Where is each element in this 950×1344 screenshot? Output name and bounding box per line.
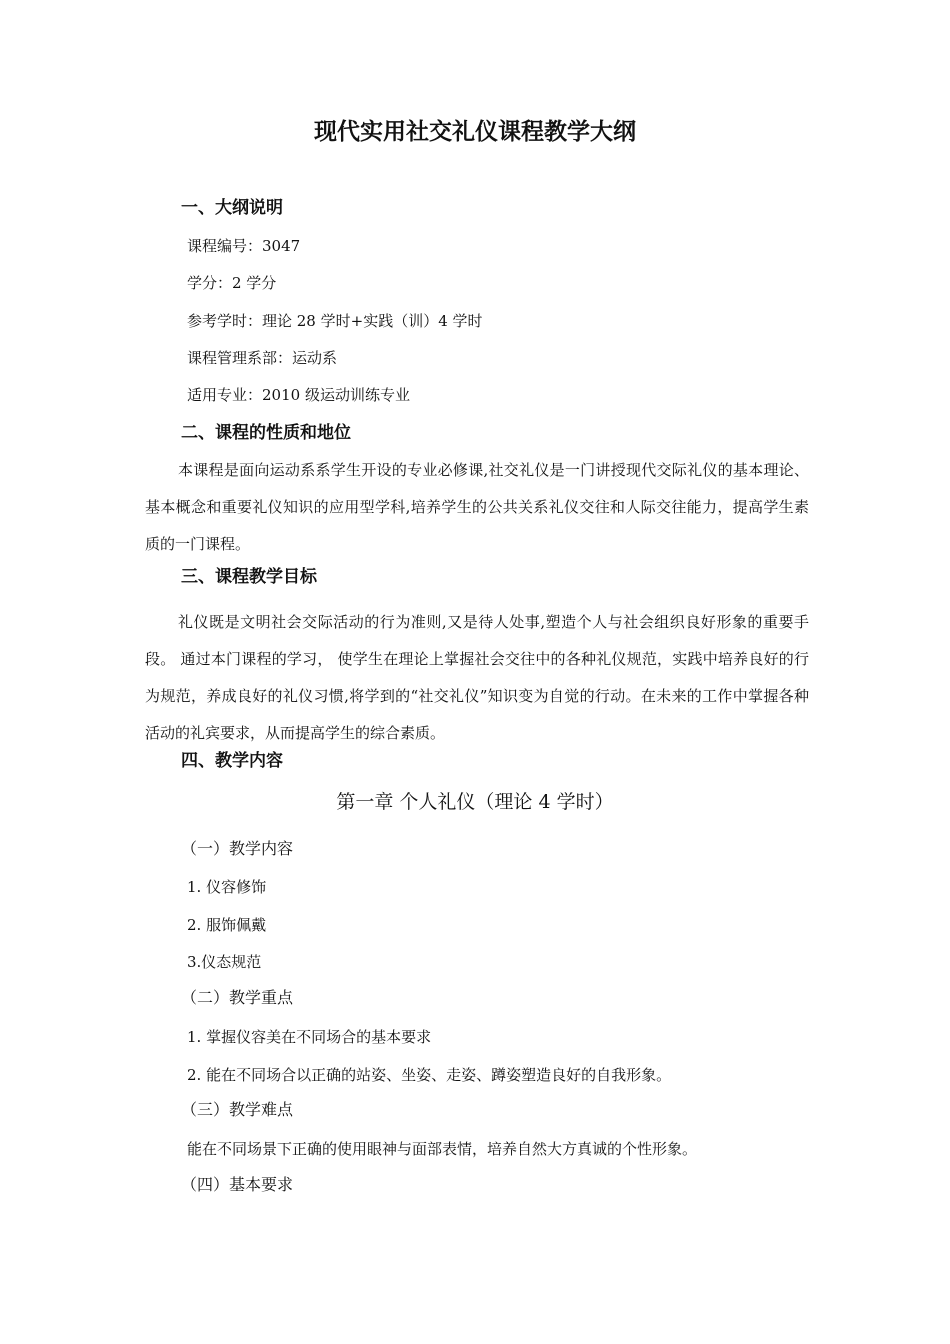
section-heading-outline: 一、大纲说明 [181, 198, 283, 218]
key-point-item: 1. 掌握仪容美在不同场合的基本要求 [187, 1028, 432, 1046]
subheading-key-points: （二）教学重点 [181, 988, 294, 1007]
nature-paragraph: 本课程是面向运动系系学生开设的专业必修课,社交礼仪是一门讲授现代交际礼仪的基本理论、基本概念和重要礼仪知识的应用型学科,培养学生的公共关系礼仪交往和人际交往能力，提高学生素质的一门课程。 [145, 461, 809, 553]
section-heading-content: 四、教学内容 [181, 751, 283, 771]
content-item: 1. 仪容修饰 [187, 878, 267, 896]
chapter-title: 第一章 个人礼仪（理论 4 学时） [336, 791, 614, 813]
content-item: 3.仪态规范 [187, 953, 262, 971]
document-title: 现代实用社交礼仪课程教学大纲 [314, 119, 636, 145]
department-line: 课程管理系部：运动系 [187, 349, 338, 367]
section-heading-objectives: 三、课程教学目标 [181, 567, 317, 587]
subheading-difficulties: （三）教学难点 [181, 1100, 294, 1119]
major-line: 适用专业：2010 级运动训练专业 [187, 386, 410, 404]
subheading-content: （一）教学内容 [181, 839, 294, 858]
content-item: 2. 服饰佩戴 [187, 916, 267, 934]
subheading-requirements: （四）基本要求 [181, 1175, 294, 1194]
hours-line: 参考学时：理论 28 学时+实践（训）4 学时 [187, 312, 483, 330]
objectives-paragraph: 礼仪既是文明社会交际活动的行为准则,又是待人处事,塑造个人与社会组织良好形象的重要手段。 通过本门课程的学习， 使学生在理论上掌握社会交往中的各种礼仪规范，实践中培养良好的行为规范，养成良好的礼仪习惯,将学到的“社交礼仪”知识变为自觉的行动。在未来的工作中掌握各种活动的礼宾要求，从而提高学生的综合素质。 [145, 613, 809, 742]
credit-line: 学分：2 学分 [187, 274, 277, 292]
key-point-item: 2. 能在不同场合以正确的站姿、坐姿、走姿、蹲姿塑造良好的自我形象。 [187, 1066, 672, 1084]
course-code-line: 课程编号：3047 [187, 237, 301, 255]
difficulty-text: 能在不同场景下正确的使用眼神与面部表情，培养自然大方真诚的个性形象。 [187, 1140, 698, 1158]
section-heading-nature: 二、课程的性质和地位 [181, 423, 351, 443]
